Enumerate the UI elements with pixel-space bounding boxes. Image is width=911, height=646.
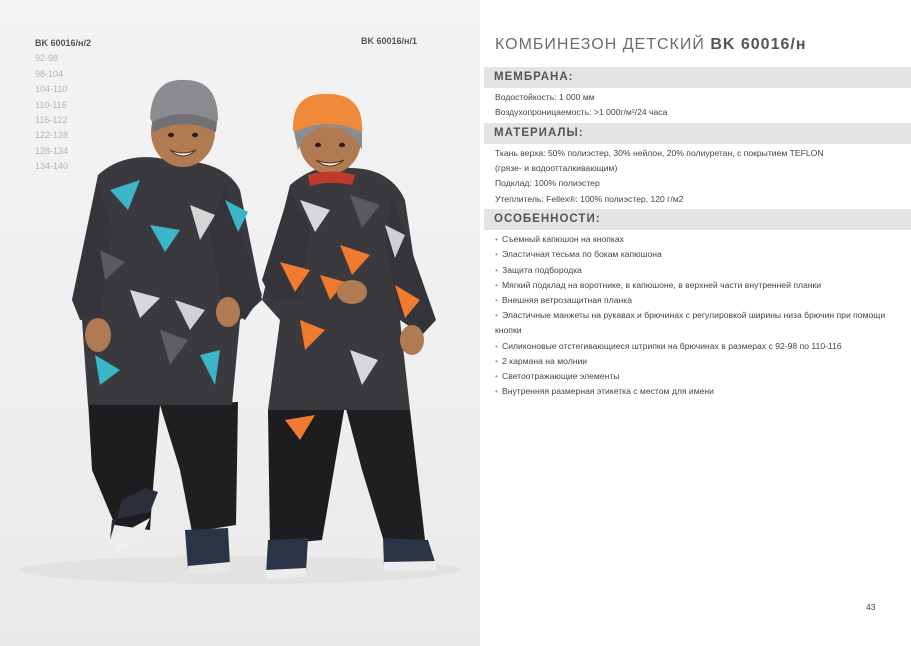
bullet-icon: • — [495, 234, 499, 244]
feature-item — [495, 232, 895, 247]
feature-item — [495, 369, 895, 384]
feature-item — [495, 308, 895, 338]
bullet-icon: • — [495, 356, 499, 366]
size-item: 122-128 — [35, 130, 69, 141]
size-item: 116-122 — [35, 115, 68, 126]
bullet-icon: • — [495, 280, 499, 290]
feature-text: Эластичная тесьма по бокам капюшона — [502, 249, 662, 259]
feature-text: Защита подбородка — [502, 265, 582, 275]
materials-insulation: Утеплитель: Fellex®: 100% полиэстер, 120 г/м2 — [495, 194, 684, 204]
bullet-icon: • — [495, 295, 499, 305]
materials-lining: Подклад: 100% полиэстер — [495, 178, 600, 188]
section-heading: МЕМБРАНА: — [494, 71, 574, 83]
materials-outer: Ткань верха: 50% полиэстер, 30% нейлон, 20% полиуретан, с покрытием TEFLON — [495, 148, 824, 158]
membrane-air: Воздухопроницаемость: >1 000г/м²/24 часа — [495, 107, 668, 117]
section-heading: МАТЕРИАЛЫ: — [494, 127, 584, 139]
product-title-name: КОМБИНЕЗОН ДЕТСКИЙ — [495, 36, 705, 53]
feature-text: Мягкий подклад на воротнике, в капюшоне, в верхней части внутренней планки — [502, 280, 822, 290]
feature-text: Внутренняя размерная этикетка с местом для имени — [502, 386, 714, 396]
size-list — [35, 36, 91, 175]
size-item: 110-116 — [35, 99, 67, 110]
feature-text: 2 кармана на молнии — [502, 356, 588, 366]
feature-item — [495, 354, 895, 369]
model-code-left: BK 60016/н/2 — [35, 38, 91, 48]
feature-text: Эластичные манжеты на рукавах и брючинах с регулировкой ширины низа брючин при помощи кнопки — [495, 310, 886, 335]
bullet-icon: • — [495, 310, 499, 320]
size-item: 98-104 — [35, 68, 64, 79]
bullet-icon: • — [495, 265, 499, 275]
feature-item — [495, 278, 895, 293]
feature-item — [495, 247, 895, 262]
size-item: 134-140 — [35, 161, 69, 172]
size-item: 104-110 — [35, 84, 68, 95]
feature-text: Внешняя ветрозащитная планка — [502, 295, 632, 305]
feature-text: Съемный капюшон на кнопках — [502, 234, 624, 244]
bullet-icon: • — [495, 371, 499, 381]
size-item: 128-134 — [35, 145, 69, 156]
section-features-header — [484, 209, 911, 230]
feature-text: Силиконовые отстегивающиеся штрипки на брючинах в размерах с 92-98 по 110-116 — [502, 341, 842, 351]
materials-outer-cont: (грязе- и водоотталкивающим) — [495, 163, 618, 173]
bullet-icon: • — [495, 249, 499, 259]
child-left-figure — [72, 80, 262, 574]
product-title — [495, 36, 806, 54]
child-right-figure — [262, 94, 436, 579]
size-item: 92-98 — [35, 53, 59, 64]
feature-item — [495, 384, 895, 399]
bullet-icon: • — [495, 341, 499, 351]
page-number: 43 — [866, 602, 876, 612]
section-heading: ОСОБЕННОСТИ: — [494, 213, 601, 225]
section-membrane-header — [484, 67, 911, 88]
membrane-water: Водостойкость: 1 000 мм — [495, 92, 595, 102]
feature-text: Светоотражающие элементы — [502, 371, 620, 381]
bullet-icon: • — [495, 386, 499, 396]
feature-item — [495, 263, 895, 278]
feature-item — [495, 339, 895, 354]
section-materials-header — [484, 123, 911, 144]
feature-item — [495, 293, 895, 308]
model-code-right: BK 60016/н/1 — [361, 36, 417, 46]
product-title-code: BK 60016/н — [710, 36, 807, 53]
